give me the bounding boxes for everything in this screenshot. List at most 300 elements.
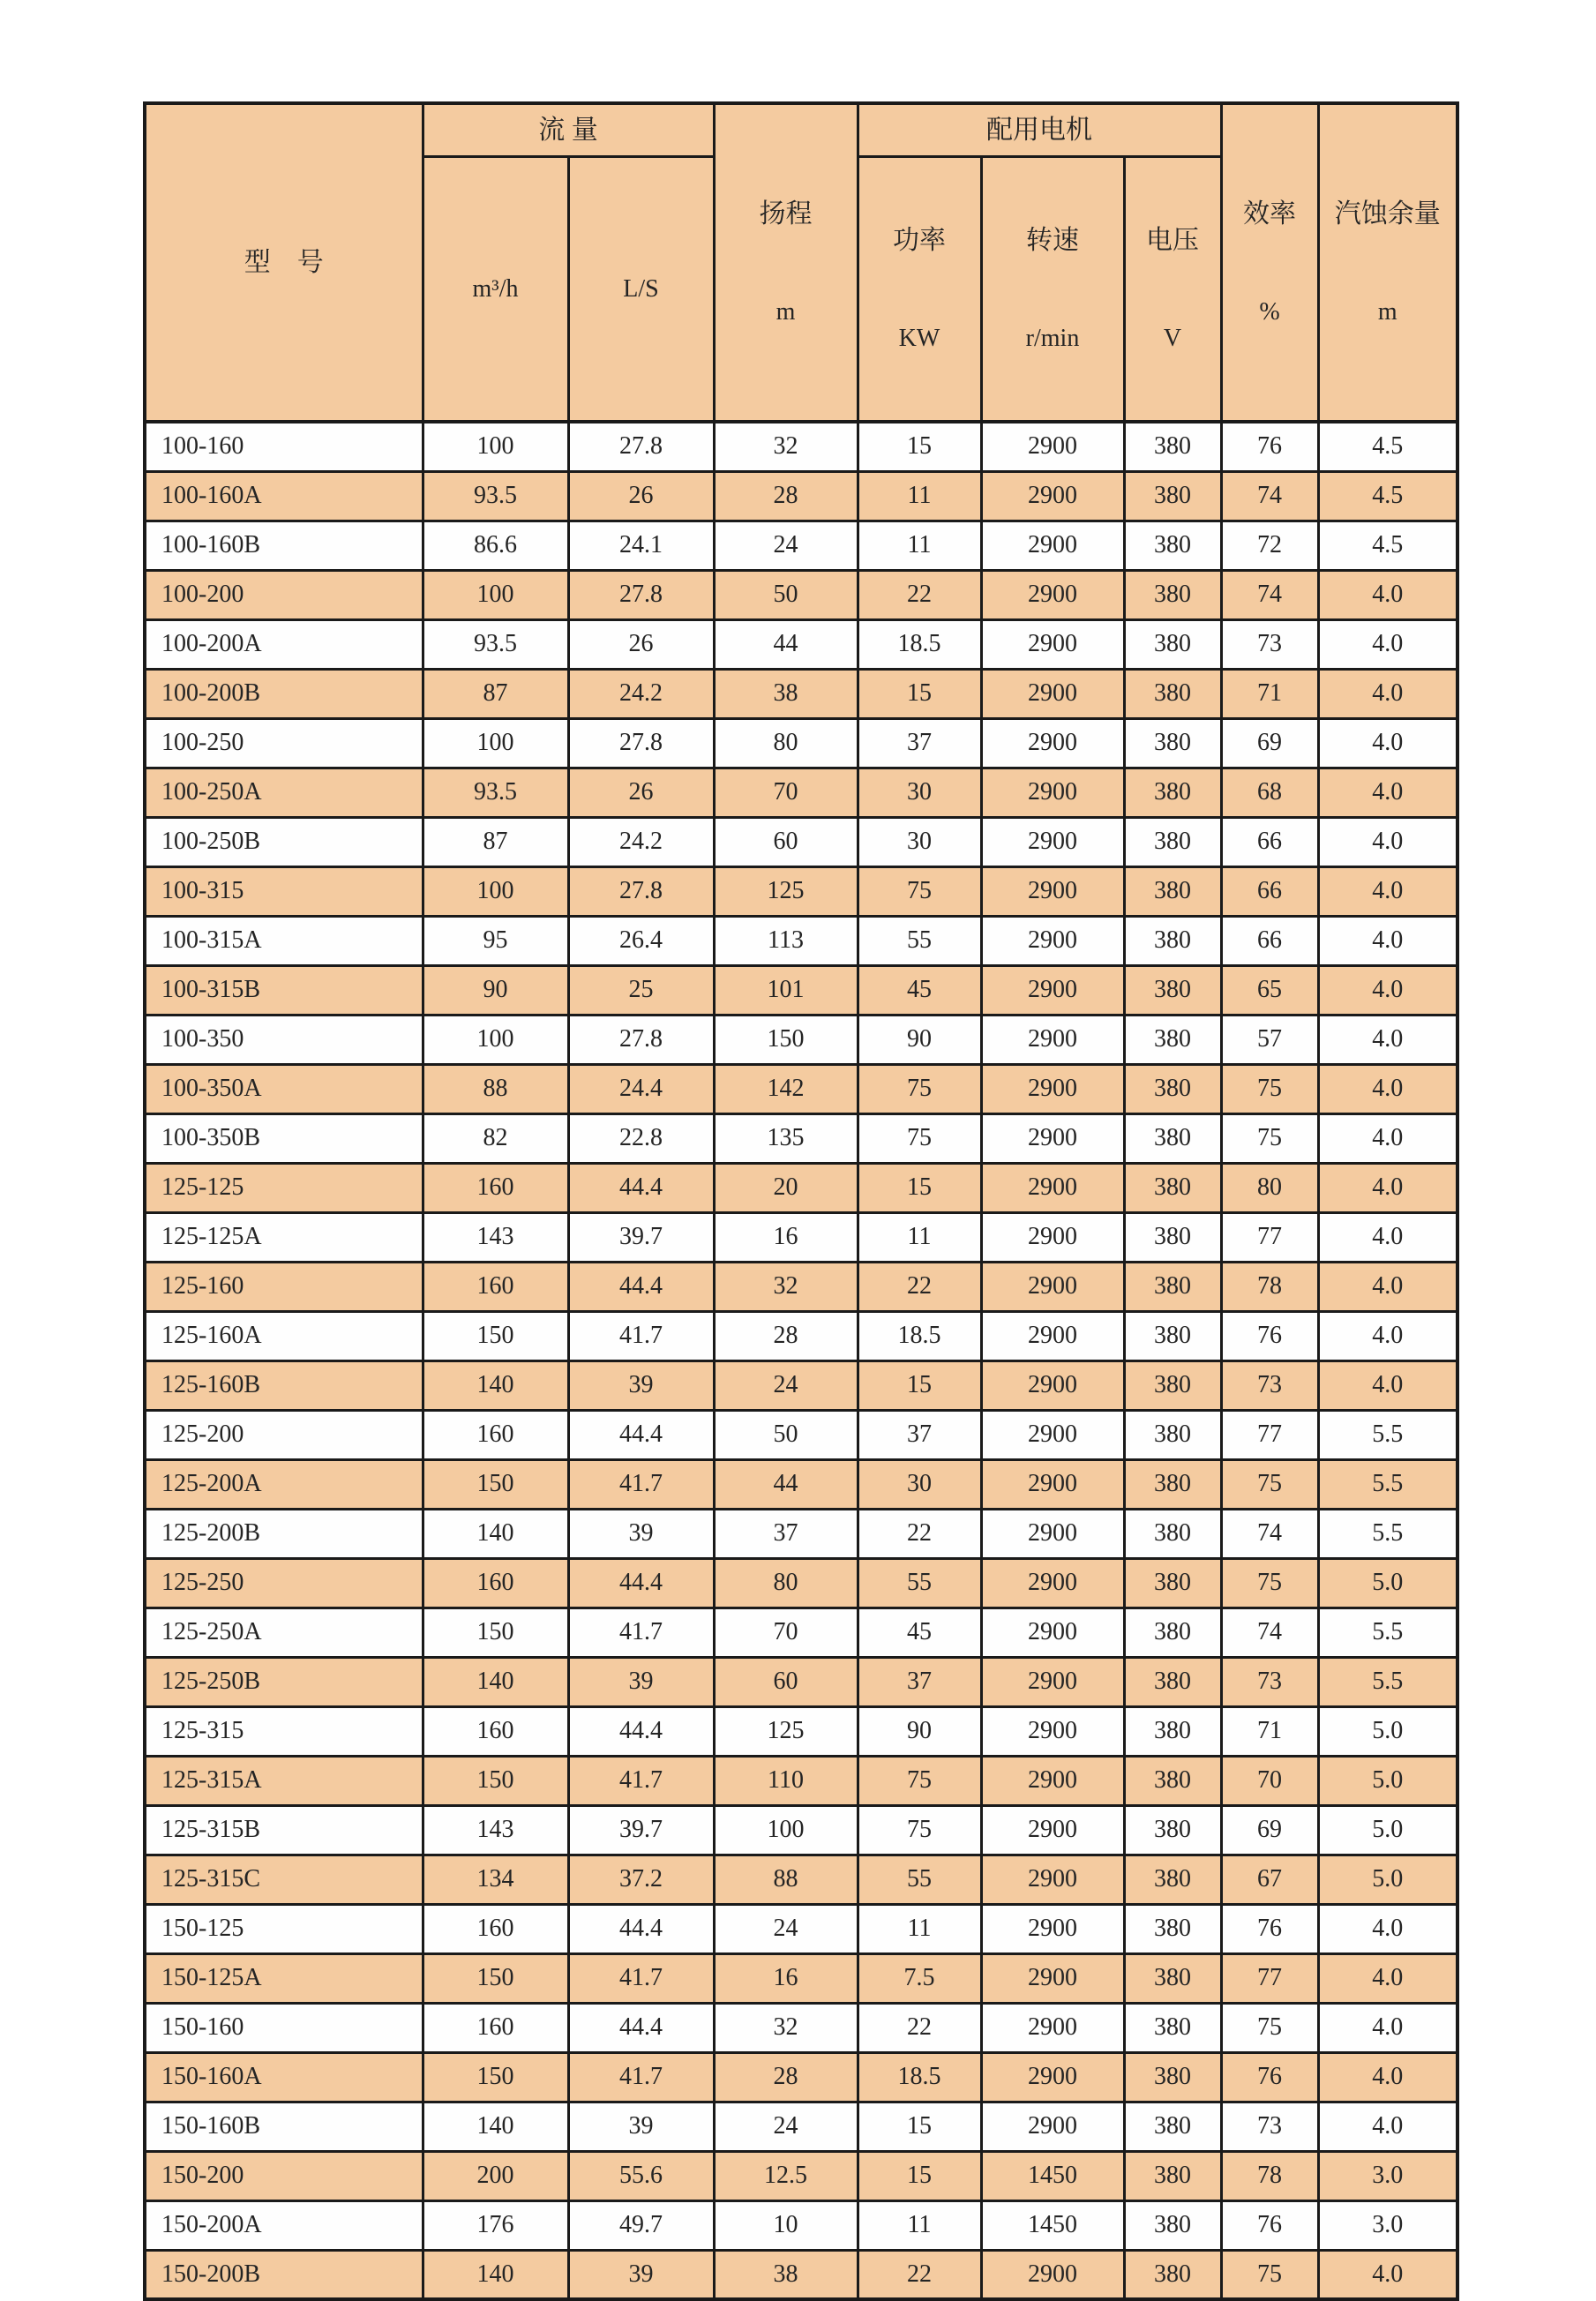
cell-model: 100-250B [145, 817, 423, 866]
cell-efficiency: 76 [1221, 1904, 1318, 1953]
cell-head: 70 [714, 768, 858, 817]
table-row [145, 1113, 1457, 1163]
cell-model: 100-315B [145, 965, 423, 1015]
table-row [145, 422, 1457, 471]
cell-speed: 2900 [981, 1410, 1124, 1459]
table-row [145, 1311, 1457, 1360]
cell-flow-m3h: 88 [423, 1064, 568, 1113]
cell-power: 15 [858, 669, 981, 718]
cell-speed: 2900 [981, 471, 1124, 521]
cell-head: 100 [714, 1805, 858, 1855]
cell-model: 125-315C [145, 1855, 423, 1904]
cell-npsh: 4.0 [1318, 1262, 1457, 1311]
cell-npsh: 3.0 [1318, 2200, 1457, 2250]
cell-power: 90 [858, 1706, 981, 1756]
cell-flow-ls: 37.2 [568, 1855, 714, 1904]
header-head-unit: m [776, 298, 796, 326]
cell-head: 50 [714, 1410, 858, 1459]
cell-speed: 2900 [981, 1212, 1124, 1262]
header-flow-ls: L/S [568, 156, 714, 422]
cell-flow-ls: 44.4 [568, 1706, 714, 1756]
cell-power: 90 [858, 1015, 981, 1064]
cell-voltage: 380 [1124, 965, 1221, 1015]
cell-efficiency: 66 [1221, 817, 1318, 866]
cell-npsh: 5.5 [1318, 1509, 1457, 1558]
cell-speed: 2900 [981, 1608, 1124, 1657]
cell-flow-ls: 22.8 [568, 1113, 714, 1163]
cell-power: 15 [858, 2151, 981, 2200]
cell-model: 100-350A [145, 1064, 423, 1113]
header-npsh-unit: m [1377, 298, 1397, 326]
cell-npsh: 5.5 [1318, 1459, 1457, 1509]
cell-speed: 2900 [981, 1064, 1124, 1113]
cell-flow-ls: 39.7 [568, 1805, 714, 1855]
cell-speed: 2900 [981, 422, 1124, 471]
cell-npsh: 4.0 [1318, 570, 1457, 619]
cell-flow-m3h: 140 [423, 1657, 568, 1706]
cell-power: 75 [858, 1064, 981, 1113]
cell-speed: 2900 [981, 1953, 1124, 2003]
cell-efficiency: 74 [1221, 1608, 1318, 1657]
cell-voltage: 380 [1124, 2052, 1221, 2102]
cell-flow-ls: 26.4 [568, 916, 714, 965]
cell-flow-ls: 25 [568, 965, 714, 1015]
cell-voltage: 380 [1124, 422, 1221, 471]
cell-flow-ls: 55.6 [568, 2151, 714, 2200]
cell-flow-ls: 39 [568, 1509, 714, 1558]
cell-model: 125-200 [145, 1410, 423, 1459]
cell-head: 38 [714, 2250, 858, 2299]
cell-speed: 2900 [981, 1360, 1124, 1410]
table-row [145, 916, 1457, 965]
cell-efficiency: 69 [1221, 718, 1318, 768]
cell-model: 100-315A [145, 916, 423, 965]
cell-npsh: 5.5 [1318, 1608, 1457, 1657]
table-row [145, 1953, 1457, 2003]
cell-head: 150 [714, 1015, 858, 1064]
cell-flow-m3h: 90 [423, 965, 568, 1015]
cell-voltage: 380 [1124, 1558, 1221, 1608]
table-row [145, 1360, 1457, 1410]
cell-head: 80 [714, 1558, 858, 1608]
cell-voltage: 380 [1124, 916, 1221, 965]
cell-efficiency: 73 [1221, 1360, 1318, 1410]
cell-npsh: 5.0 [1318, 1558, 1457, 1608]
table-row [145, 1459, 1457, 1509]
cell-voltage: 380 [1124, 1855, 1221, 1904]
cell-efficiency: 77 [1221, 1410, 1318, 1459]
header-power [858, 156, 981, 422]
cell-efficiency: 77 [1221, 1212, 1318, 1262]
cell-head: 113 [714, 916, 858, 965]
cell-head: 135 [714, 1113, 858, 1163]
cell-voltage: 380 [1124, 1706, 1221, 1756]
table-row [145, 1558, 1457, 1608]
cell-flow-m3h: 160 [423, 1410, 568, 1459]
cell-efficiency: 75 [1221, 1459, 1318, 1509]
cell-flow-ls: 24.2 [568, 817, 714, 866]
cell-head: 24 [714, 2102, 858, 2151]
table-row [145, 1657, 1457, 1706]
header-model: 型 号 [145, 103, 423, 422]
cell-model: 150-160A [145, 2052, 423, 2102]
table-row [145, 817, 1457, 866]
table-row [145, 1509, 1457, 1558]
cell-efficiency: 76 [1221, 422, 1318, 471]
cell-head: 32 [714, 1262, 858, 1311]
cell-flow-m3h: 140 [423, 1509, 568, 1558]
cell-flow-ls: 44.4 [568, 1558, 714, 1608]
cell-flow-ls: 39 [568, 1657, 714, 1706]
cell-speed: 2900 [981, 570, 1124, 619]
cell-voltage: 380 [1124, 2003, 1221, 2052]
cell-voltage: 380 [1124, 2102, 1221, 2151]
header-power-unit: KW [898, 325, 940, 352]
cell-model: 150-200 [145, 2151, 423, 2200]
cell-flow-ls: 26 [568, 471, 714, 521]
cell-model: 100-200A [145, 619, 423, 669]
cell-flow-ls: 44.4 [568, 1410, 714, 1459]
cell-head: 88 [714, 1855, 858, 1904]
cell-head: 125 [714, 866, 858, 916]
cell-flow-m3h: 100 [423, 866, 568, 916]
cell-speed: 2900 [981, 669, 1124, 718]
cell-npsh: 4.0 [1318, 669, 1457, 718]
cell-power: 22 [858, 1262, 981, 1311]
cell-model: 125-160 [145, 1262, 423, 1311]
cell-voltage: 380 [1124, 1163, 1221, 1212]
cell-efficiency: 77 [1221, 1953, 1318, 2003]
header-speed-label: 转速 [1026, 225, 1079, 255]
cell-model: 150-200A [145, 2200, 423, 2250]
cell-voltage: 380 [1124, 817, 1221, 866]
cell-model: 100-250A [145, 768, 423, 817]
cell-model: 125-315A [145, 1756, 423, 1805]
cell-flow-ls: 27.8 [568, 718, 714, 768]
cell-head: 10 [714, 2200, 858, 2250]
cell-flow-m3h: 200 [423, 2151, 568, 2200]
table-row [145, 1608, 1457, 1657]
table-row [145, 2200, 1457, 2250]
cell-flow-ls: 24.1 [568, 521, 714, 570]
cell-voltage: 380 [1124, 866, 1221, 916]
cell-flow-m3h: 160 [423, 1262, 568, 1311]
cell-npsh: 4.0 [1318, 2003, 1457, 2052]
cell-speed: 2900 [981, 768, 1124, 817]
cell-power: 75 [858, 866, 981, 916]
cell-model: 125-315B [145, 1805, 423, 1855]
cell-model: 150-200B [145, 2250, 423, 2299]
cell-flow-m3h: 140 [423, 2102, 568, 2151]
cell-npsh: 4.0 [1318, 2102, 1457, 2151]
table-row [145, 1163, 1457, 1212]
cell-speed: 2900 [981, 2102, 1124, 2151]
cell-flow-ls: 39 [568, 2250, 714, 2299]
cell-flow-m3h: 143 [423, 1212, 568, 1262]
cell-speed: 2900 [981, 2003, 1124, 2052]
cell-flow-ls: 27.8 [568, 866, 714, 916]
cell-speed: 2900 [981, 1262, 1124, 1311]
cell-flow-m3h: 100 [423, 422, 568, 471]
cell-power: 45 [858, 965, 981, 1015]
header-flow-group: 流 量 [423, 103, 714, 156]
cell-model: 125-200B [145, 1509, 423, 1558]
cell-npsh: 4.0 [1318, 2250, 1457, 2299]
cell-flow-m3h: 176 [423, 2200, 568, 2250]
cell-model: 100-315 [145, 866, 423, 916]
cell-flow-m3h: 100 [423, 718, 568, 768]
cell-flow-ls: 39 [568, 2102, 714, 2151]
cell-efficiency: 66 [1221, 866, 1318, 916]
cell-power: 11 [858, 2200, 981, 2250]
table-row [145, 1855, 1457, 1904]
cell-npsh: 4.0 [1318, 1113, 1457, 1163]
cell-flow-ls: 41.7 [568, 1953, 714, 2003]
cell-flow-m3h: 95 [423, 916, 568, 965]
cell-flow-m3h: 134 [423, 1855, 568, 1904]
cell-flow-m3h: 150 [423, 1756, 568, 1805]
cell-head: 101 [714, 965, 858, 1015]
cell-voltage: 380 [1124, 1509, 1221, 1558]
table-row [145, 1410, 1457, 1459]
header-efficiency-label: 效率 [1243, 199, 1296, 229]
cell-voltage: 380 [1124, 1064, 1221, 1113]
cell-flow-ls: 27.8 [568, 422, 714, 471]
cell-efficiency: 74 [1221, 471, 1318, 521]
cell-voltage: 380 [1124, 1657, 1221, 1706]
cell-speed: 2900 [981, 1113, 1124, 1163]
cell-npsh: 4.0 [1318, 1212, 1457, 1262]
table-row [145, 1064, 1457, 1113]
cell-speed: 2900 [981, 817, 1124, 866]
cell-flow-ls: 41.7 [568, 1459, 714, 1509]
header-power-label: 功率 [893, 225, 946, 255]
cell-voltage: 380 [1124, 1904, 1221, 1953]
cell-flow-m3h: 87 [423, 817, 568, 866]
cell-power: 22 [858, 2003, 981, 2052]
cell-power: 75 [858, 1805, 981, 1855]
cell-flow-ls: 26 [568, 768, 714, 817]
header-npsh-label: 汽蚀余量 [1334, 199, 1441, 229]
cell-npsh: 4.0 [1318, 965, 1457, 1015]
header-speed-unit: r/min [1025, 325, 1080, 352]
cell-flow-ls: 44.4 [568, 1262, 714, 1311]
cell-npsh: 4.0 [1318, 916, 1457, 965]
cell-efficiency: 78 [1221, 2151, 1318, 2200]
cell-model: 100-350B [145, 1113, 423, 1163]
cell-power: 11 [858, 1904, 981, 1953]
cell-voltage: 380 [1124, 1015, 1221, 1064]
cell-speed: 2900 [981, 1558, 1124, 1608]
cell-voltage: 380 [1124, 1410, 1221, 1459]
cell-power: 11 [858, 471, 981, 521]
cell-flow-m3h: 160 [423, 1163, 568, 1212]
header-npsh [1318, 103, 1457, 422]
cell-head: 32 [714, 2003, 858, 2052]
cell-flow-ls: 41.7 [568, 1311, 714, 1360]
cell-flow-m3h: 86.6 [423, 521, 568, 570]
cell-flow-m3h: 160 [423, 2003, 568, 2052]
cell-flow-m3h: 160 [423, 1904, 568, 1953]
cell-power: 18.5 [858, 619, 981, 669]
cell-speed: 2900 [981, 1509, 1124, 1558]
cell-flow-ls: 41.7 [568, 1756, 714, 1805]
cell-npsh: 5.0 [1318, 1706, 1457, 1756]
header-head-label: 扬程 [759, 199, 813, 229]
cell-npsh: 4.0 [1318, 1064, 1457, 1113]
cell-voltage: 380 [1124, 570, 1221, 619]
cell-model: 125-160B [145, 1360, 423, 1410]
cell-power: 37 [858, 1410, 981, 1459]
cell-power: 22 [858, 2250, 981, 2299]
cell-speed: 2900 [981, 619, 1124, 669]
cell-model: 150-125A [145, 1953, 423, 2003]
table-header [145, 103, 1457, 422]
cell-head: 28 [714, 1311, 858, 1360]
cell-model: 150-125 [145, 1904, 423, 1953]
cell-head: 70 [714, 1608, 858, 1657]
cell-efficiency: 71 [1221, 669, 1318, 718]
cell-npsh: 5.0 [1318, 1756, 1457, 1805]
cell-speed: 2900 [981, 1805, 1124, 1855]
table-row [145, 669, 1457, 718]
cell-head: 125 [714, 1706, 858, 1756]
cell-speed: 2900 [981, 718, 1124, 768]
cell-voltage: 380 [1124, 1262, 1221, 1311]
cell-npsh: 4.0 [1318, 768, 1457, 817]
cell-head: 16 [714, 1212, 858, 1262]
cell-flow-ls: 24.2 [568, 669, 714, 718]
cell-npsh: 4.5 [1318, 471, 1457, 521]
cell-npsh: 4.0 [1318, 1015, 1457, 1064]
table-row [145, 1756, 1457, 1805]
header-efficiency [1221, 103, 1318, 422]
cell-speed: 2900 [981, 1855, 1124, 1904]
cell-speed: 2900 [981, 1459, 1124, 1509]
cell-npsh: 4.0 [1318, 866, 1457, 916]
header-flow-m3h: m³/h [423, 156, 568, 422]
cell-flow-m3h: 150 [423, 1311, 568, 1360]
cell-speed: 1450 [981, 2151, 1124, 2200]
cell-npsh: 5.0 [1318, 1855, 1457, 1904]
cell-flow-ls: 44.4 [568, 2003, 714, 2052]
pump-spec-table [143, 101, 1459, 2301]
cell-power: 22 [858, 570, 981, 619]
table-row [145, 471, 1457, 521]
cell-speed: 2900 [981, 2250, 1124, 2299]
cell-power: 37 [858, 718, 981, 768]
cell-speed: 2900 [981, 1311, 1124, 1360]
cell-flow-m3h: 150 [423, 2052, 568, 2102]
cell-voltage: 380 [1124, 2250, 1221, 2299]
cell-npsh: 4.5 [1318, 521, 1457, 570]
cell-power: 45 [858, 1608, 981, 1657]
cell-npsh: 4.0 [1318, 1360, 1457, 1410]
cell-voltage: 380 [1124, 1212, 1221, 1262]
cell-voltage: 380 [1124, 471, 1221, 521]
cell-power: 15 [858, 422, 981, 471]
cell-efficiency: 65 [1221, 965, 1318, 1015]
cell-head: 20 [714, 1163, 858, 1212]
cell-voltage: 380 [1124, 768, 1221, 817]
cell-speed: 2900 [981, 1163, 1124, 1212]
cell-npsh: 5.5 [1318, 1410, 1457, 1459]
cell-flow-m3h: 150 [423, 1608, 568, 1657]
cell-efficiency: 66 [1221, 916, 1318, 965]
cell-power: 15 [858, 1360, 981, 1410]
table-row [145, 1015, 1457, 1064]
header-head [714, 103, 858, 422]
cell-power: 55 [858, 916, 981, 965]
cell-flow-ls: 44.4 [568, 1904, 714, 1953]
cell-voltage: 380 [1124, 718, 1221, 768]
cell-head: 24 [714, 521, 858, 570]
cell-head: 16 [714, 1953, 858, 2003]
cell-npsh: 4.0 [1318, 1904, 1457, 1953]
cell-head: 32 [714, 422, 858, 471]
cell-power: 30 [858, 768, 981, 817]
cell-voltage: 380 [1124, 1459, 1221, 1509]
cell-efficiency: 76 [1221, 2052, 1318, 2102]
cell-efficiency: 75 [1221, 1558, 1318, 1608]
cell-speed: 2900 [981, 1756, 1124, 1805]
cell-flow-m3h: 150 [423, 1459, 568, 1509]
cell-power: 55 [858, 1558, 981, 1608]
cell-npsh: 4.0 [1318, 817, 1457, 866]
cell-efficiency: 76 [1221, 2200, 1318, 2250]
cell-model: 150-160 [145, 2003, 423, 2052]
cell-speed: 2900 [981, 866, 1124, 916]
table-row [145, 1805, 1457, 1855]
cell-model: 100-160B [145, 521, 423, 570]
cell-power: 18.5 [858, 1311, 981, 1360]
cell-model: 125-125 [145, 1163, 423, 1212]
cell-flow-ls: 41.7 [568, 2052, 714, 2102]
cell-flow-ls: 49.7 [568, 2200, 714, 2250]
cell-model: 125-200A [145, 1459, 423, 1509]
cell-voltage: 380 [1124, 2200, 1221, 2250]
cell-model: 100-350 [145, 1015, 423, 1064]
cell-npsh: 4.0 [1318, 718, 1457, 768]
cell-flow-ls: 27.8 [568, 1015, 714, 1064]
cell-head: 110 [714, 1756, 858, 1805]
cell-efficiency: 74 [1221, 1509, 1318, 1558]
table-row [145, 1706, 1457, 1756]
header-voltage-label: 电压 [1146, 225, 1199, 255]
cell-efficiency: 76 [1221, 1311, 1318, 1360]
cell-flow-m3h: 93.5 [423, 619, 568, 669]
header-voltage [1124, 156, 1221, 422]
cell-power: 15 [858, 2102, 981, 2151]
cell-speed: 2900 [981, 2052, 1124, 2102]
cell-model: 100-250 [145, 718, 423, 768]
table-row [145, 570, 1457, 619]
cell-voltage: 380 [1124, 2151, 1221, 2200]
cell-flow-m3h: 150 [423, 1953, 568, 2003]
cell-head: 142 [714, 1064, 858, 1113]
table-row [145, 1262, 1457, 1311]
table-row [145, 521, 1457, 570]
cell-head: 60 [714, 817, 858, 866]
cell-power: 55 [858, 1855, 981, 1904]
cell-npsh: 4.0 [1318, 1163, 1457, 1212]
cell-model: 125-315 [145, 1706, 423, 1756]
cell-flow-m3h: 87 [423, 669, 568, 718]
cell-head: 60 [714, 1657, 858, 1706]
cell-model: 125-160A [145, 1311, 423, 1360]
cell-speed: 2900 [981, 916, 1124, 965]
cell-npsh: 4.0 [1318, 2052, 1457, 2102]
